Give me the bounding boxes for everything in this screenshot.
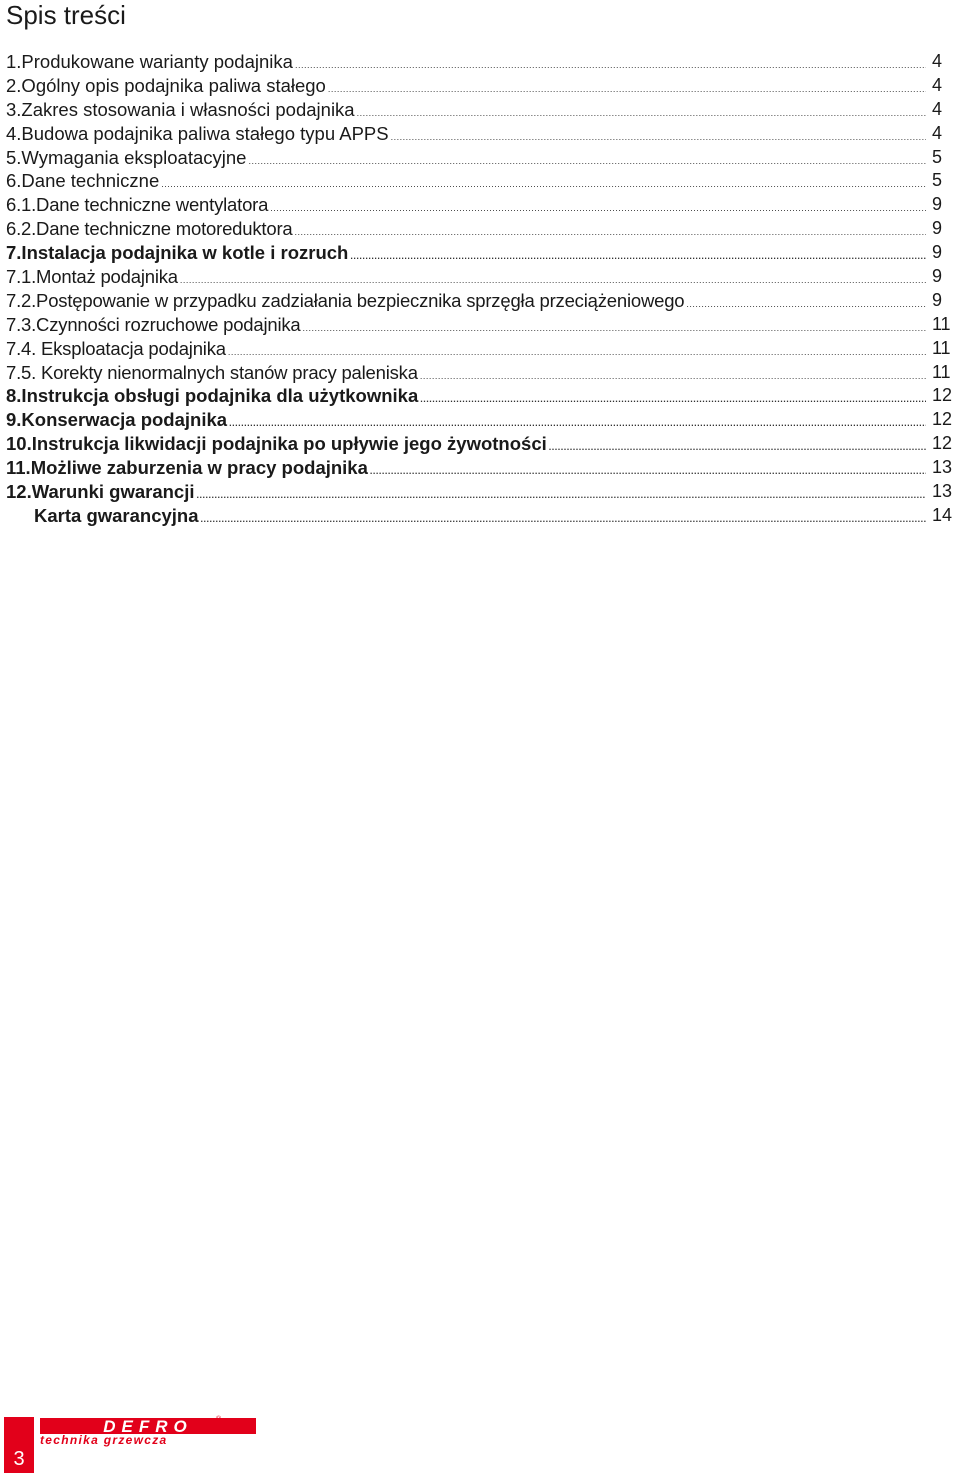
toc-entry[interactable] <box>6 504 953 528</box>
toc-entry-page: 4 <box>932 74 943 95</box>
toc-entry-page: 9 <box>932 194 942 215</box>
toc-entry-page: 14 <box>932 504 953 525</box>
toc-entry-label: 9.Konserwacja podajnika <box>6 409 228 431</box>
toc-entry-page: 11 <box>932 337 951 358</box>
toc-entry-page: 11 <box>932 313 951 334</box>
toc-entry[interactable] <box>6 289 942 313</box>
toc-entry-label: 7.4. Eksploatacja podajnika <box>6 337 226 359</box>
toc-entry-page: 9 <box>932 242 943 263</box>
toc-entry-page: 12 <box>932 433 953 454</box>
toc-entry-label: 6.2.Dane techniczne motoreduktora <box>6 218 293 240</box>
toc-entry-label: 11.Możliwe zaburzenia w pracy podajnika <box>6 457 368 479</box>
registered-mark: ® <box>216 1416 222 1423</box>
logo-tagline: technika grzewcza <box>40 1433 168 1447</box>
toc-entry-label: 7.1.Montaż podajnika <box>6 266 178 288</box>
toc-entry[interactable] <box>6 313 951 337</box>
toc-entry[interactable] <box>6 432 953 456</box>
toc-entry-label: 10.Instrukcja likwidacji podajnika po upływie jego żywotności <box>6 433 547 455</box>
toc-entry[interactable] <box>6 241 943 265</box>
toc-entry-label: 2.Ogólny opis podajnika paliwa stałego <box>6 74 326 96</box>
toc-entry[interactable] <box>6 480 953 504</box>
toc-entry-label: 7.3.Czynności rozruchowe podajnika <box>6 313 301 335</box>
toc-entry[interactable] <box>6 146 943 170</box>
toc-entry[interactable] <box>6 337 951 361</box>
toc-entry-label: 12.Warunki gwarancji <box>6 481 195 503</box>
page-title: Spis treści <box>6 0 126 30</box>
toc-entry-label: 7.2.Postępowanie w przypadku zadziałania bezpiecznika sprzęgła przeciążeniowego <box>6 289 685 311</box>
toc-entry-label: 1.Produkowane warianty podajnika <box>6 51 293 72</box>
page-number-badge <box>4 1417 34 1473</box>
toc-entry-page: 12 <box>932 409 953 430</box>
toc-entry-label: 5.Wymagania eksploatacyjne <box>6 146 247 168</box>
toc-entry-page: 11 <box>932 361 951 382</box>
toc-entry-page: 9 <box>932 218 942 239</box>
toc-entry[interactable] <box>6 193 942 217</box>
toc-entry-page: 5 <box>932 170 943 191</box>
toc-entry-page: 4 <box>932 98 943 119</box>
toc-entry[interactable] <box>6 408 953 432</box>
toc-entry[interactable] <box>6 169 943 193</box>
toc-entry-label: 6.Dane techniczne <box>6 170 160 192</box>
toc-entry-page: 4 <box>932 122 943 143</box>
toc-entry-page: 13 <box>932 481 953 502</box>
table-of-contents <box>6 50 953 528</box>
toc-leader-dots <box>201 508 926 532</box>
toc-entry-label: 4.Budowa podajnika paliwa stałego typu APPS <box>6 122 389 144</box>
defro-logo-mark <box>40 1418 256 1434</box>
page-number: 3 <box>13 1448 25 1470</box>
toc-entry-label: 3.Zakres stosowania i własności podajnika <box>6 98 355 120</box>
toc-entry-label: 7.5. Korekty nienormalnych stanów pracy paleniska <box>6 361 418 383</box>
toc-entry-page: 5 <box>932 146 943 167</box>
toc-entry-page: 12 <box>932 385 953 406</box>
toc-entry-label: 6.1.Dane techniczne wentylatora <box>6 194 269 216</box>
toc-entry[interactable] <box>6 384 953 408</box>
toc-entry[interactable] <box>6 50 943 74</box>
toc-entry-page: 9 <box>932 289 942 310</box>
toc-entry[interactable] <box>6 98 943 122</box>
toc-entry[interactable] <box>6 122 943 146</box>
logo-wordmark: DEFRO <box>103 1418 193 1434</box>
toc-entry[interactable] <box>6 265 942 289</box>
toc-entry-page: 13 <box>932 457 953 478</box>
toc-entry[interactable] <box>6 361 951 385</box>
toc-entry-page: 4 <box>932 51 943 71</box>
toc-entry[interactable] <box>6 217 942 241</box>
toc-entry-label: 7.Instalacja podajnika w kotle i rozruch <box>6 242 349 264</box>
toc-entry-label: 8.Instrukcja obsługi podajnika dla użytkownika <box>6 385 419 407</box>
toc-entry-page: 9 <box>932 266 942 287</box>
toc-entry[interactable] <box>6 456 953 480</box>
toc-entry-label: Karta gwarancyjna <box>34 504 199 526</box>
toc-entry[interactable] <box>6 74 943 98</box>
